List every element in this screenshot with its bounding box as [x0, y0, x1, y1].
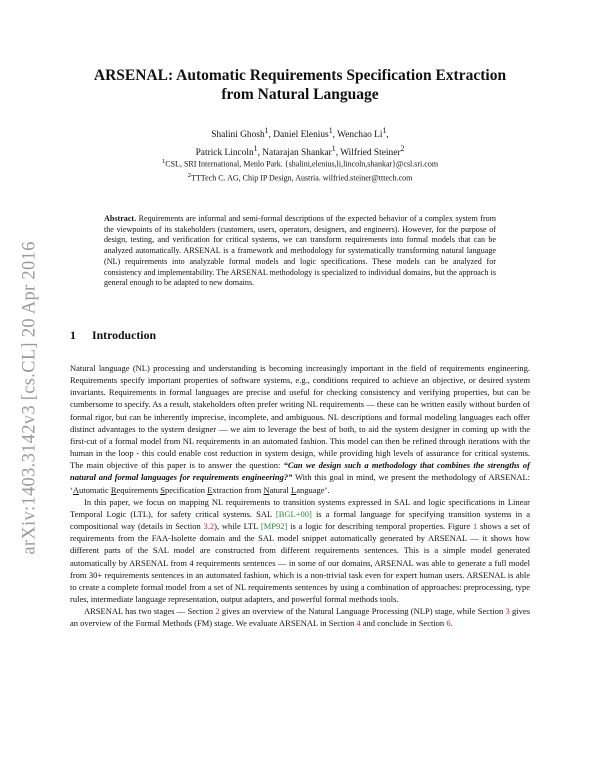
paragraph-text: gives an overview of the Natural Language Processing (NLP) stage, while Section	[219, 606, 506, 617]
paragraph-text: utomatic	[78, 484, 111, 495]
acronym-letter: E	[207, 484, 213, 495]
paragraph-text: .	[450, 618, 453, 629]
affiliation-1	[70, 156, 530, 170]
paragraph	[70, 496, 530, 605]
author-affil-mark: 1	[331, 144, 336, 154]
author-affil-mark: 1	[253, 144, 258, 154]
paragraph	[70, 362, 530, 496]
affil-mark: 2	[187, 171, 191, 179]
author-affil-mark: 1	[328, 126, 333, 135]
affil-mark: 1	[161, 158, 166, 165]
paper-title	[70, 66, 530, 104]
author-affil-mark: 1	[264, 126, 269, 135]
section-ref-link[interactable]: 3.2	[203, 521, 215, 532]
title-line-1: ARSENAL: Automatic Requirements Specification Extraction	[93, 67, 507, 84]
affiliation-2	[70, 170, 530, 184]
citation-link[interactable]: [MP92]	[260, 521, 288, 532]
acronym-letter: A	[72, 484, 79, 495]
paragraph-text: ), while LTL	[214, 521, 261, 532]
authors-line-1	[70, 124, 530, 142]
affiliations	[70, 156, 530, 183]
section-ref-link[interactable]: 6	[446, 618, 451, 629]
abstract-label: Abstract.	[104, 214, 137, 223]
acronym-letter: L	[291, 484, 297, 495]
paragraph-text: is a formal language for specifying transition systems in a compositional way (details in Section	[70, 508, 530, 532]
section-title: Introduction	[92, 328, 157, 342]
author-name: , Natarajan Shankar	[257, 148, 332, 159]
author-name: , Wilfried Steiner	[335, 148, 401, 159]
section-heading-introduction	[70, 328, 156, 343]
research-question: “Can we design such a methodology that combines the strengths of natural and formal languages for requirements engineering?”	[70, 460, 530, 483]
paragraph-text: In this paper, we focus on mapping NL requirements to transition systems expressed in SAL and logic specifications in Linear Temporal Logic (LTL), for safety critical systems. SAL	[70, 496, 530, 519]
arxiv-sidebar	[18, 208, 42, 588]
abstract-text: Requirements are informal and semi-formal descriptions of the expected behavior of a complex system from the viewpoints of its stakeholders (customers, users, operators, designers, and engineers). However, for the purpose of design, testing, and verification for critical systems, we can transform requirements into formal models that can be analyzed automatically. ARSENAL is a framework and methodology for systematically transforming natural language (NL) requirements into analyzable formal models and logic specifications. These models can be analyzed for consistency and implementability. The ARSENAL methodology is specialized to individual domains, but the approach is general enough to be adapted to new domains.	[104, 214, 496, 288]
author-name: Shalini Ghosh	[211, 130, 265, 141]
acronym-letter: S	[160, 484, 165, 495]
section-ref-link[interactable]: 2	[215, 606, 220, 617]
affiliation-text: TTTech C. AG, Chip IP Design, Austria. wilfried.steiner@tttech.com	[190, 173, 413, 183]
paragraph-text: shows a set of requirements from the FAA-Isolette domain and the SAL model snippet automatically generated by ARSENAL — it shows how different parts of the SAL model are constructed from different requirements sentences. This is a simple model generated automatically by ARSENAL from 4 requirements sentences — in some of our domains, ARSENAL was able to generate a full model from 30+ requirements sentences in an automated fashion, which is a non-trivial task even for expert human users. ARSENAL is able to create a complete formal model from a set of NL requirements sentences by using a combination of approaches: preprocessing, type rules, intermediate language representation, output adapters, and powerful formal methods tools.	[70, 521, 530, 604]
paragraph-text: xtraction from	[212, 484, 264, 495]
acronym-letter: R	[110, 484, 117, 495]
paragraph-text: and conclude in Section	[360, 618, 447, 629]
author-separator: ,	[386, 130, 389, 141]
paragraph-text: ARSENAL has two stages — Section	[84, 606, 216, 617]
title-line-2: from Natural Language	[221, 86, 379, 103]
paragraph-text: gives an overview of the Formal Methods (FM) stage. We evaluate ARSENAL in Section	[70, 606, 531, 629]
figure-ref-link[interactable]: 1	[472, 521, 478, 532]
acronym-letter: N	[263, 484, 270, 495]
paragraph-text: is a logic for describing temporal properties. Figure	[287, 521, 473, 532]
author-affil-mark: 1	[382, 126, 387, 135]
author-name: Patrick Lincoln	[195, 148, 254, 159]
section-number: 1	[70, 328, 76, 342]
arxiv-identifier: arXiv:1403.3142v3 [cs.CL] 20 Apr 2016	[19, 241, 40, 555]
section-ref-link[interactable]: 3	[505, 606, 510, 617]
paragraph	[70, 605, 530, 629]
paragraph-text: equirements	[116, 484, 161, 495]
paragraph-text: atural	[269, 484, 291, 495]
paragraph-text: Natural language (NL) processing and understanding is becoming increasingly important in the field of requirements engineering. Requirements specify important properties of software systems, e.g., conditions required to achieve an objective, or desired system invariants. Requirements in formal languages are precise and useful for checking consistency and verifying properties, but can be cumbersome to specify. As a result, stakeholders often prefer writing NL requirements — these can be written easily without burden of formal rigor, but can be inherently imprecise, incomplete, and ambiguous. NL descriptions and formal modeling languages each offer distinct advantages to the system designer — we aim to leverage the best of both, to aid the system designer in coming up with the first-cut of a formal model from NL requirements in an automated fashion. This model can then be refined through iterations with the human in the loop - this could enable cost reduction in system design, while providing high levels of assurance for critical systems. The main objective of this paper is to answer the question:	[70, 363, 530, 471]
author-affil-mark: 2	[400, 144, 405, 154]
paragraph-text: pecification	[164, 484, 208, 495]
paragraph-text: With this goal in mind, we present the methodology of ARSENAL: ‘	[70, 472, 531, 495]
author-name: , Wenchao Li	[332, 130, 383, 141]
affiliation-text: CSL, SRI International, Menlo Park. {shalini,elenius,li,lincoln,shankar}@csl.sri.com	[165, 159, 439, 169]
introduction-body	[70, 362, 530, 629]
author-name: , Daniel Elenius	[268, 130, 329, 141]
author-list	[70, 124, 530, 160]
citation-link[interactable]: [BGL+00]	[275, 508, 312, 519]
abstract	[104, 214, 496, 289]
paragraph-text: anguage’.	[296, 484, 330, 495]
section-ref-link[interactable]: 4	[356, 618, 361, 629]
